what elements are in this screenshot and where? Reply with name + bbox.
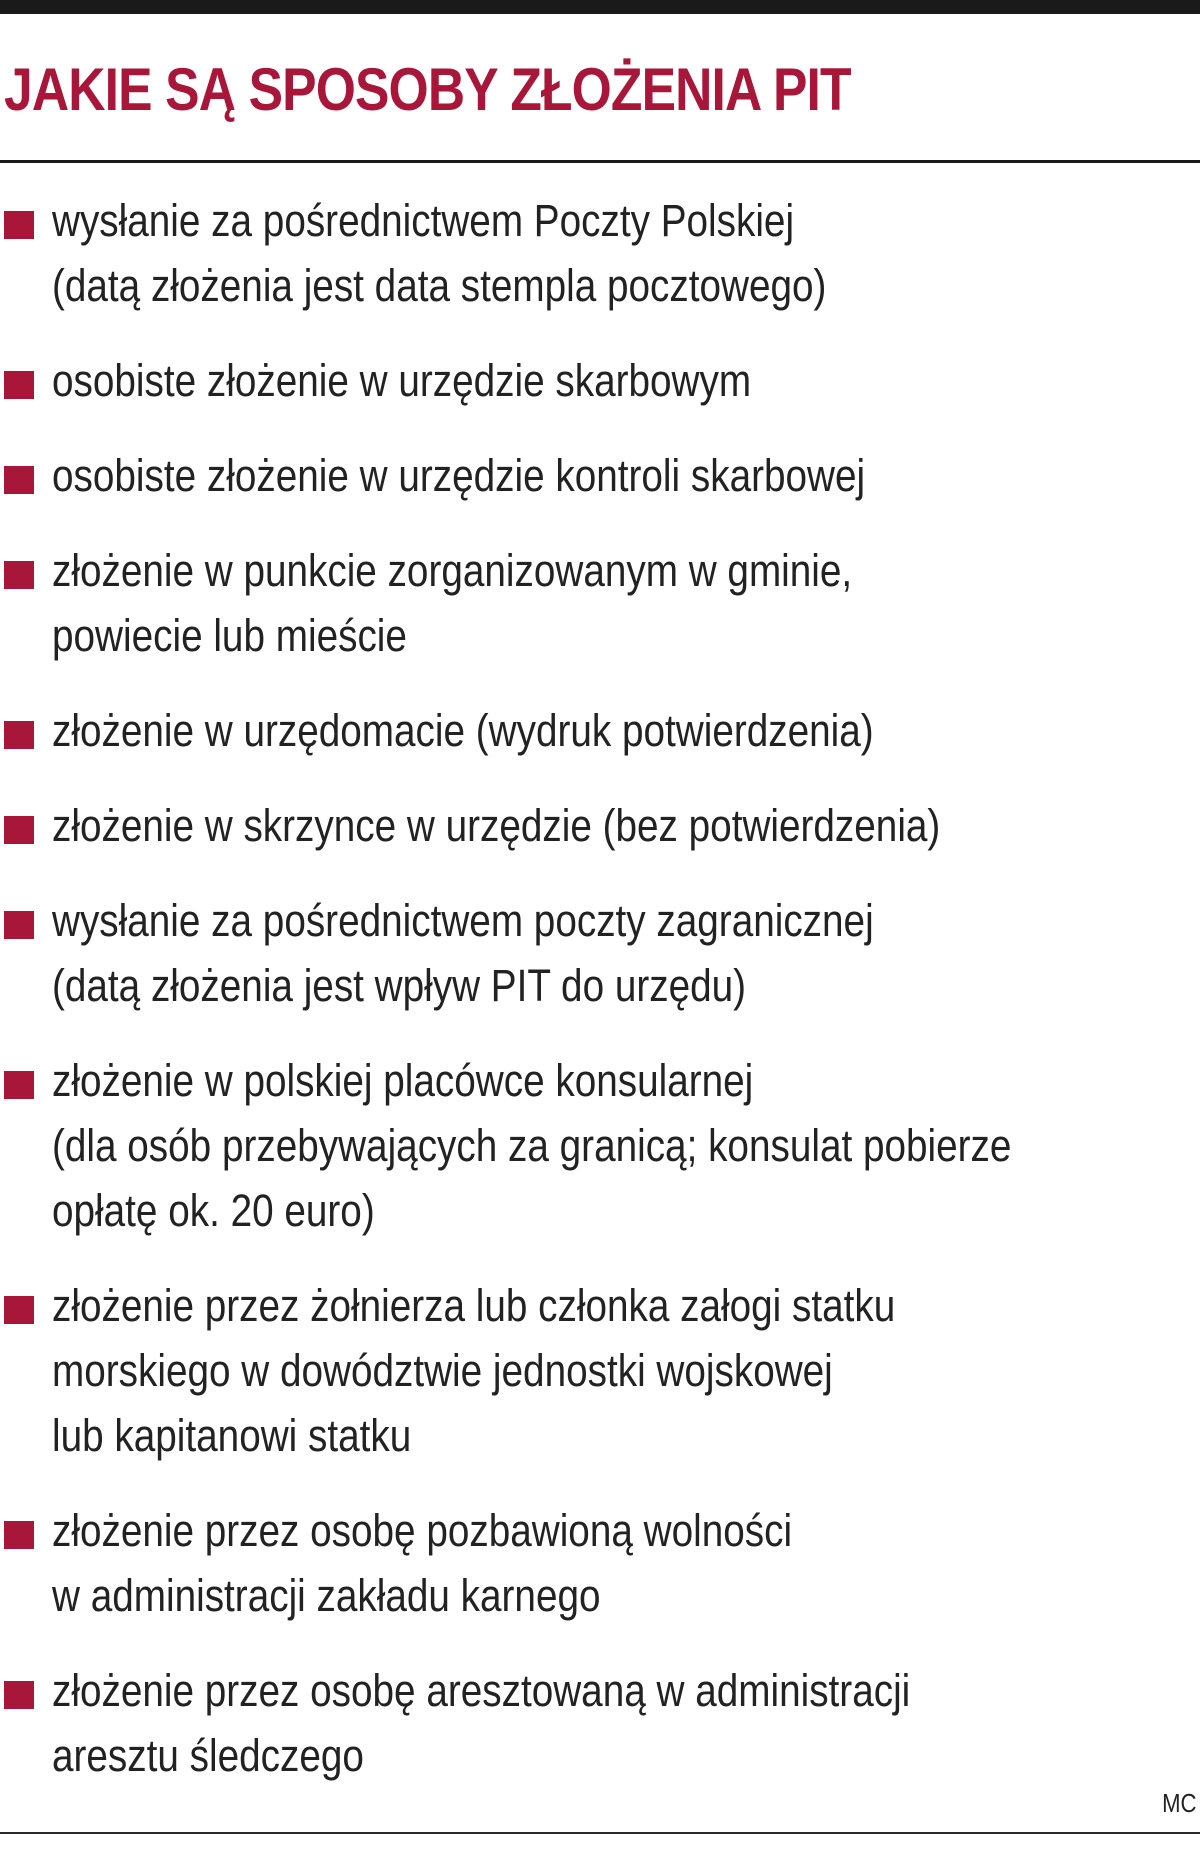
list-item-text: wysłanie za pośrednictwem Poczty Polskiej (datą złożenia jest data stempla pocztowego) xyxy=(52,195,827,311)
square-bullet-icon xyxy=(4,1521,34,1549)
author-credit: MC xyxy=(1161,1788,1196,1818)
square-bullet-icon xyxy=(4,1071,34,1099)
list-item-text: złożenie przez osobę aresztowaną w administracji aresztu śledczego xyxy=(52,1665,911,1781)
list-item-text: złożenie w punkcie zorganizowanym w gminie, powiecie lub mieście xyxy=(52,545,853,661)
list-item xyxy=(0,538,1200,668)
list-item-text: złożenie przez żołnierza lub członka załogi statku morskiego w dowództwie jednostki wojskowej lub kapitanowi statku xyxy=(52,1280,896,1461)
square-bullet-icon xyxy=(4,1681,34,1709)
list-item xyxy=(0,1498,1200,1628)
list-item xyxy=(0,698,1200,763)
filing-methods-list xyxy=(0,188,1200,1818)
top-rule xyxy=(0,0,1200,14)
square-bullet-icon xyxy=(4,466,34,494)
square-bullet-icon xyxy=(4,911,34,939)
list-item-text: złożenie w urzędomacie (wydruk potwierdzenia) xyxy=(52,705,874,756)
square-bullet-icon xyxy=(4,211,34,239)
list-item xyxy=(0,1273,1200,1468)
list-item xyxy=(0,348,1200,413)
page-title: JAKIE SĄ SPOSOBY ZŁOŻENIA PIT xyxy=(4,56,851,123)
square-bullet-icon xyxy=(4,721,34,749)
list-item-text: złożenie w polskiej placówce konsularnej (dla osób przebywających za granicą; konsulat pobierze opłatę ok. 20 euro) xyxy=(52,1055,1012,1236)
square-bullet-icon xyxy=(4,816,34,844)
square-bullet-icon xyxy=(4,1296,34,1324)
list-item-text: wysłanie za pośrednictwem poczty zagranicznej (datą złożenia jest wpływ PIT do urzędu) xyxy=(52,895,874,1011)
list-item xyxy=(0,188,1200,318)
square-bullet-icon xyxy=(4,371,34,399)
list-item-text: osobiste złożenie w urzędzie skarbowym xyxy=(52,355,752,406)
list-item-text: złożenie przez osobę pozbawioną wolności w administracji zakładu karnego xyxy=(52,1505,793,1621)
title-divider xyxy=(0,160,1200,163)
list-item-text: złożenie w skrzynce w urzędzie (bez potwierdzenia) xyxy=(52,800,941,851)
bottom-rule xyxy=(0,1832,1200,1834)
list-item-text: osobiste złożenie w urzędzie kontroli skarbowej xyxy=(52,450,866,501)
list-item xyxy=(0,443,1200,508)
list-item xyxy=(0,888,1200,1018)
list-item xyxy=(0,1658,1200,1788)
list-item xyxy=(0,1048,1200,1243)
square-bullet-icon xyxy=(4,561,34,589)
list-item xyxy=(0,793,1200,858)
